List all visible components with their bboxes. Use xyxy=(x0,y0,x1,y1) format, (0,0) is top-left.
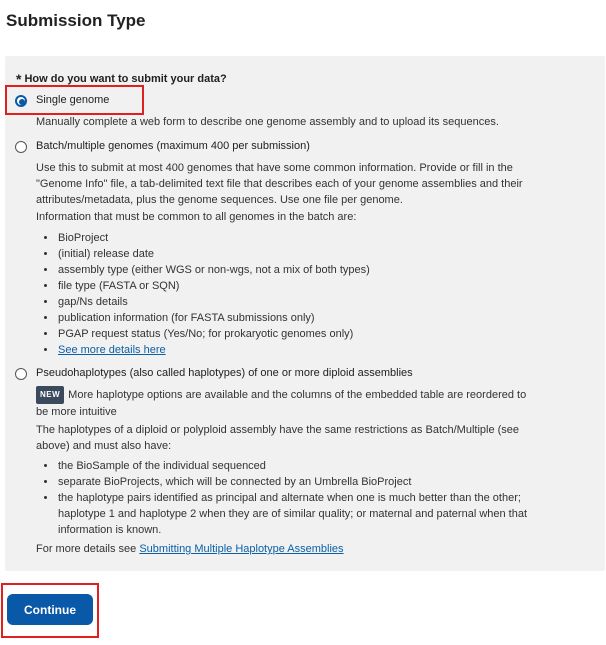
list-item: the BioSample of the individual sequenced xyxy=(36,458,527,474)
see-more-details-link[interactable]: See more details here xyxy=(58,344,166,356)
list-item-continued: haplotype 1 and haplotype 2 when they are of similar quality; or maternal and paternal when that xyxy=(58,508,528,520)
pseudo-new-notice: NEW More haplotype options are available and the columns of the embedded table are reordered to be more intuitive xyxy=(36,386,526,420)
question-label: * How do you want to submit your data? xyxy=(16,71,227,87)
list-item: file type (FASTA or SQN) xyxy=(36,278,370,294)
list-item: (initial) release date xyxy=(36,246,370,262)
pseudo-more-details: For more details see Submitting Multiple Haplotype Assemblies xyxy=(36,543,344,555)
batch-description: Use this to submit at most 400 genomes that have some common information. Provide or fill in the "Genome Info" file, a tab-delimited text file that describes each of your genome assemblies and their attributes/metadata, plus the genome sequences. Use one file per genome. xyxy=(36,162,523,206)
list-item: PGAP request status (Yes/No; for prokaryotic genomes only) xyxy=(36,326,370,342)
submission-type-panel xyxy=(5,56,605,571)
list-item: publication information (for FASTA submissions only) xyxy=(36,310,370,326)
list-item xyxy=(36,342,370,358)
batch-genomes-radio[interactable] xyxy=(15,141,27,153)
list-item: separate BioProjects, which will be connected by an Umbrella BioProject xyxy=(36,474,527,490)
list-item: assembly type (either WGS or non-wgs, not a mix of both types) xyxy=(36,262,370,278)
required-star: * xyxy=(16,71,22,87)
single-genome-description: Manually complete a web form to describe one genome assembly and to upload its sequences. xyxy=(36,116,499,128)
list-item: the haplotype pairs identified as principal and alternate when one is much better than the other; xyxy=(36,490,527,506)
pseudohaplotypes-radio[interactable] xyxy=(15,368,27,380)
pseudo-restrictions: The haplotypes of a diploid or polyploid assembly have the same restrictions as Batch/Multiple (see above) and must also have: xyxy=(36,424,520,452)
list-item-continued: information is known. xyxy=(58,524,162,536)
pseudo-requirements-list xyxy=(36,458,527,538)
batch-common-intro: Information that must be common to all genomes in the batch are: xyxy=(36,211,357,223)
page-title: Submission Type xyxy=(6,11,146,30)
new-badge: NEW xyxy=(36,386,64,404)
list-item: gap/Ns details xyxy=(36,294,370,310)
single-genome-radio[interactable] xyxy=(15,95,27,107)
single-genome-label[interactable]: Single genome xyxy=(36,94,110,106)
pseudohaplotypes-label[interactable]: Pseudohaplotypes (also called haplotypes) of one or more diploid assemblies xyxy=(36,367,413,379)
multiple-haplotype-link[interactable]: Submitting Multiple Haplotype Assemblies xyxy=(139,543,344,555)
batch-common-list xyxy=(36,230,370,358)
continue-button[interactable]: Continue xyxy=(7,594,93,625)
list-item: BioProject xyxy=(36,230,370,246)
batch-genomes-label[interactable]: Batch/multiple genomes (maximum 400 per submission) xyxy=(36,140,310,152)
